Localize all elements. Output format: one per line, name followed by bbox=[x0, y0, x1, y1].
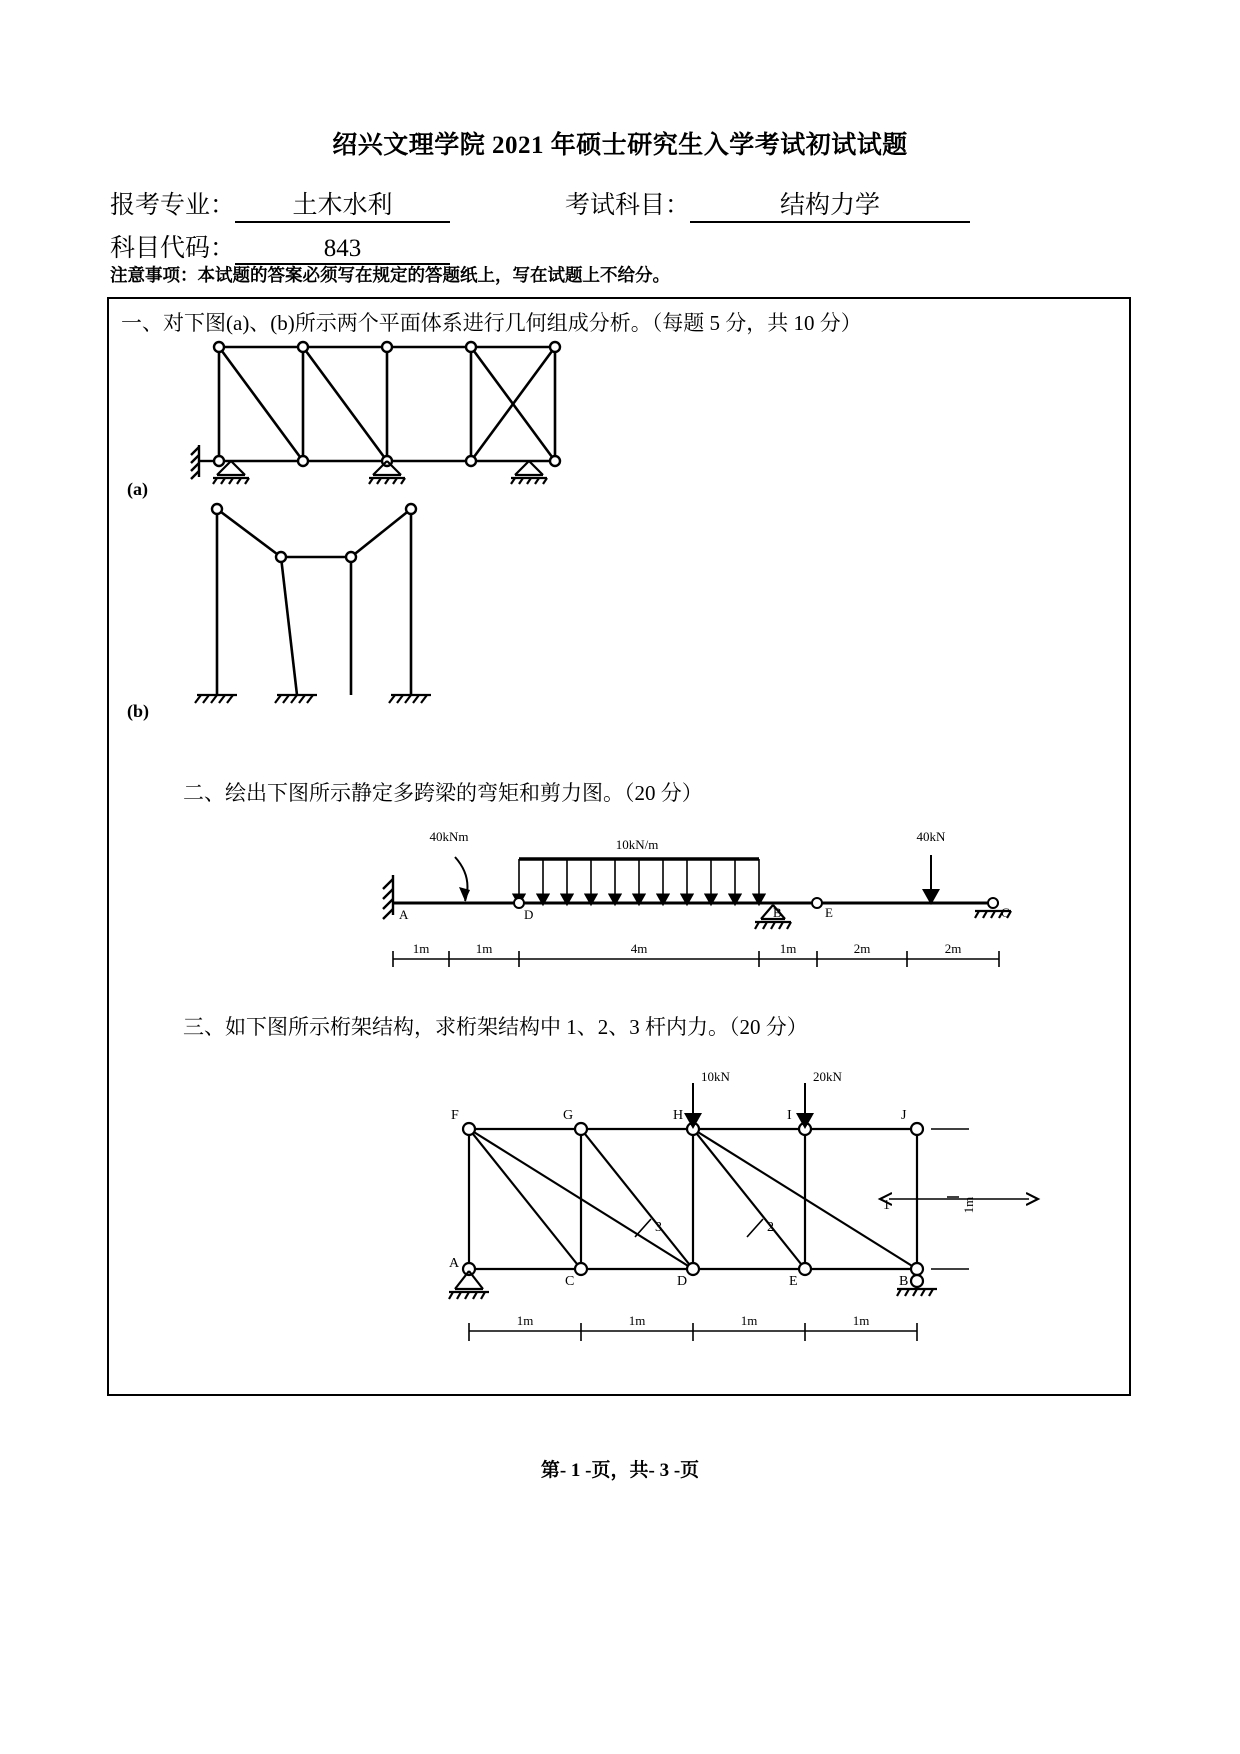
subject-field bbox=[565, 185, 970, 223]
figure2-dim-3: 4m bbox=[630, 941, 648, 956]
member-tick-2 bbox=[747, 1219, 763, 1237]
question-1-text: 一、对下图(a)、(b)所示两个平面体系进行几何组成分析。（每题 5 分，共 10 分） bbox=[121, 311, 862, 335]
figure3-node-C: C bbox=[565, 1274, 575, 1289]
figure3-dim-3: 1m bbox=[740, 1313, 758, 1328]
moment-load-arc bbox=[455, 857, 470, 901]
figure2-dim-5: 2m bbox=[853, 941, 871, 956]
major-field bbox=[110, 185, 450, 223]
figure3-height-label: 1m bbox=[961, 1196, 976, 1214]
notice-text: 注意事项：本试题的答案必须写在规定的答题纸上，写在试题上不给分。 bbox=[110, 265, 670, 285]
major-label: 报考专业： bbox=[110, 192, 236, 219]
figure3-member-2: 2 bbox=[767, 1220, 774, 1235]
figure3-dimension-line bbox=[469, 1323, 917, 1341]
subject-label: 考试科目： bbox=[565, 192, 691, 219]
question-2-text: 二、绘出下图所示静定多跨梁的弯矩和剪力图。（20 分） bbox=[183, 781, 703, 805]
figure3-node-B: B bbox=[899, 1274, 909, 1289]
figure-1b bbox=[189, 499, 549, 709]
figure2-dim-6: 2m bbox=[944, 941, 962, 956]
support-roller-3 bbox=[511, 461, 547, 484]
questions-container bbox=[107, 297, 1131, 1396]
figure3-member-1: 1 bbox=[883, 1198, 890, 1213]
subject-value[interactable]: 结构力学 bbox=[690, 185, 970, 223]
figure-1b-label: (b) bbox=[127, 701, 149, 721]
vertical-dimension bbox=[889, 1129, 1029, 1269]
question-3-text: 三、如下图所示桁架结构，求桁架结构中 1、2、3 杆内力。（20 分） bbox=[183, 1015, 808, 1039]
figure3-node-F: F bbox=[451, 1108, 459, 1123]
code-field bbox=[110, 228, 450, 265]
figure3-node-E: E bbox=[789, 1274, 798, 1289]
hinge-C bbox=[988, 898, 998, 908]
figure3-member-3: 3 bbox=[655, 1220, 662, 1235]
page-title: 绍兴文理学院 2021 年硕士研究生入学考试初试试题 bbox=[332, 132, 908, 159]
figure3-load-left-label: 10kN bbox=[701, 1069, 730, 1084]
support-fixed-A bbox=[383, 875, 393, 919]
support-base-mid bbox=[275, 695, 317, 703]
member-tick-3 bbox=[635, 1219, 651, 1237]
figure3-node-I: I bbox=[787, 1108, 792, 1123]
figure2-point-label: 40kN bbox=[916, 829, 946, 844]
udl-load bbox=[519, 859, 759, 903]
figure3-node-A: A bbox=[449, 1256, 460, 1271]
figure3-dim-2: 1m bbox=[628, 1313, 646, 1328]
hinge-D bbox=[514, 898, 524, 908]
figure3-node-J: J bbox=[901, 1108, 907, 1123]
figure2-moment-label: 40kNm bbox=[429, 829, 469, 844]
figure2-node-E: E bbox=[825, 905, 833, 920]
major-value[interactable]: 土木水利 bbox=[235, 185, 450, 223]
support-base-right bbox=[389, 695, 431, 703]
figure3-dim-4: 1m bbox=[852, 1313, 870, 1328]
figure3-node-G: G bbox=[563, 1108, 574, 1123]
figure-2 bbox=[369, 819, 1029, 979]
code-value[interactable]: 843 bbox=[235, 235, 450, 265]
code-label: 科目代码： bbox=[110, 235, 236, 262]
support-link-left bbox=[191, 445, 214, 479]
figure3-node-H: H bbox=[673, 1108, 684, 1123]
figure2-node-D: D bbox=[524, 907, 534, 922]
page-footer: 第- 1 -页，共- 3 -页 bbox=[540, 1460, 700, 1481]
figure3-dim-1: 1m bbox=[516, 1313, 534, 1328]
figure3-node-D: D bbox=[677, 1274, 688, 1289]
figure3-load-right-label: 20kN bbox=[813, 1069, 842, 1084]
figure2-dim-4: 1m bbox=[779, 941, 797, 956]
figure-1a bbox=[189, 339, 619, 489]
figure2-dim-2: 1m bbox=[475, 941, 493, 956]
figure-3 bbox=[439, 1069, 999, 1369]
figure2-dim-1: 1m bbox=[412, 941, 430, 956]
figure2-node-B: B bbox=[773, 905, 782, 920]
figure2-udl-label: 10kN/m bbox=[615, 837, 659, 852]
support-base-left bbox=[195, 695, 237, 703]
hinge-E bbox=[812, 898, 822, 908]
figure2-node-A: A bbox=[399, 907, 409, 922]
figure-1a-label: (a) bbox=[127, 479, 148, 499]
figure2-node-C: C bbox=[1001, 905, 1010, 920]
